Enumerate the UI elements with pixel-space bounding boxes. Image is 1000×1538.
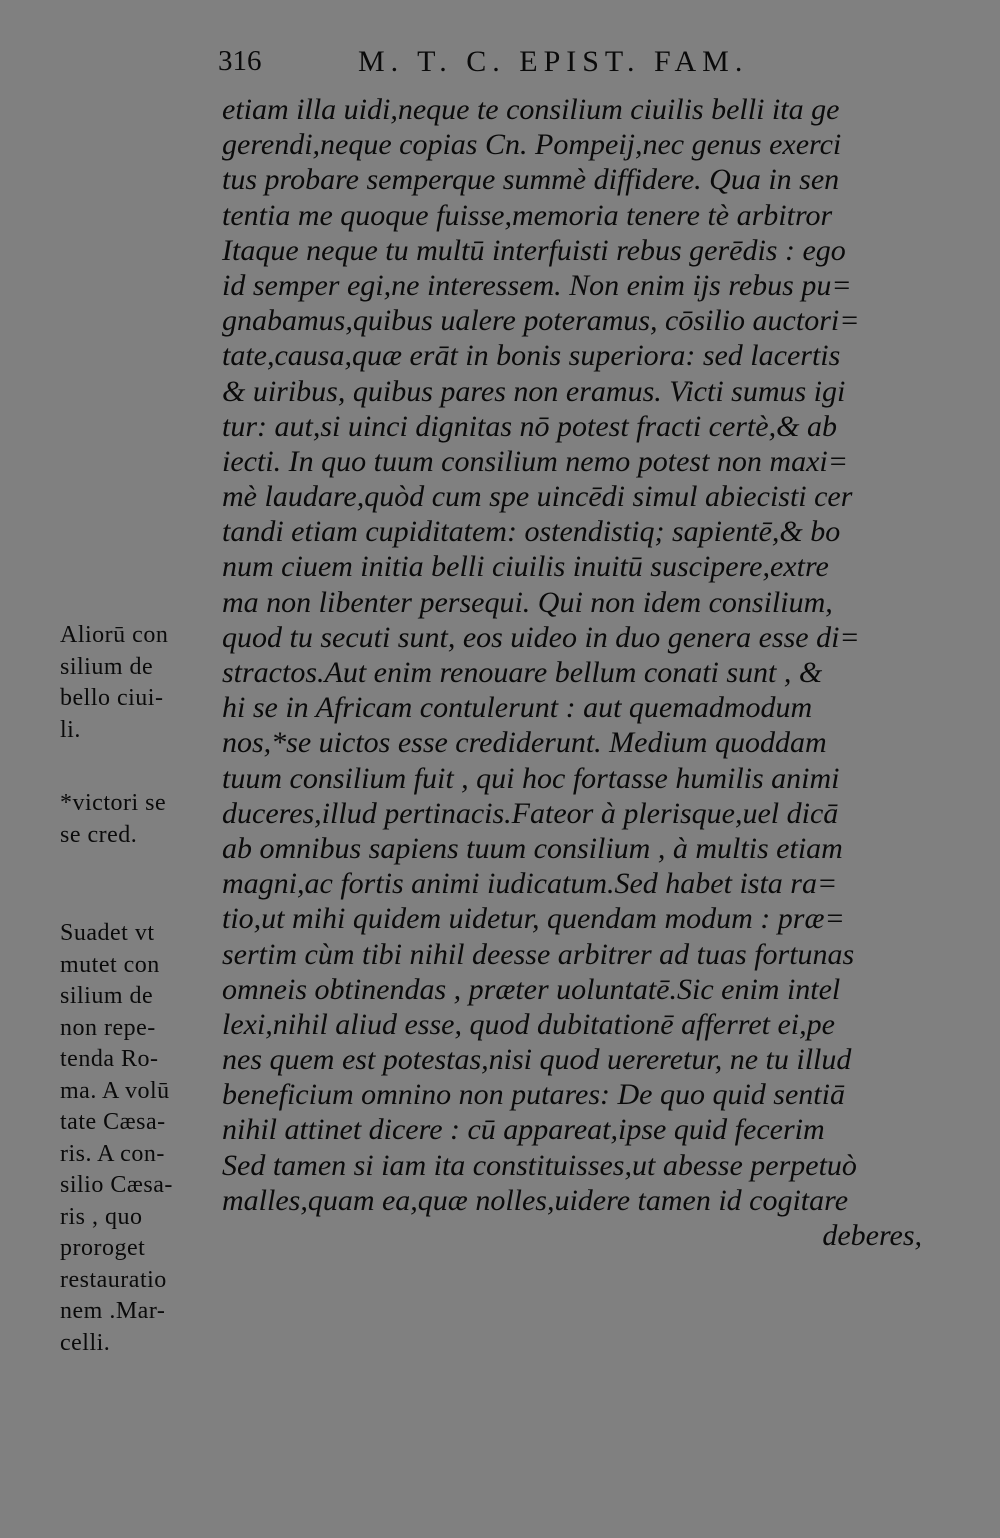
text-line: tur: aut,si uinci dignitas nō potest fracti certè,& ab bbox=[222, 409, 837, 443]
marginal-note-line: ris. A con- bbox=[60, 1140, 165, 1167]
marginal-note bbox=[60, 788, 210, 851]
marginal-note-line: silio Cæsa- bbox=[60, 1172, 173, 1198]
marginal-note-line: nem .Mar- bbox=[60, 1298, 166, 1324]
text-line: lexi,nihil aliud esse, quod dubitationē afferret ei,pe bbox=[222, 1007, 835, 1041]
text-line: stractos.Aut enim renouare bellum conati sunt , & bbox=[222, 656, 823, 689]
marginal-note-line: tenda Ro- bbox=[60, 1046, 159, 1072]
marginal-note-line: silium de bbox=[60, 653, 154, 680]
text-line: Itaque neque tu multū interfuisti rebus gerēdis : ego bbox=[222, 233, 846, 267]
marginal-note-line: Suadet vt bbox=[60, 920, 155, 946]
marginal-note-line: *victori se bbox=[60, 790, 167, 816]
text-line: gerendi,neque copias Cn. Pompeij,nec genus exerci bbox=[222, 128, 842, 162]
text-line: mè laudare,quòd cum spe uincēdi simul abiecisti cer bbox=[222, 480, 853, 514]
marginal-note-line: non repe- bbox=[60, 1014, 156, 1041]
marginal-note bbox=[60, 620, 210, 746]
marginal-note-line: tate Cæsa- bbox=[60, 1109, 166, 1135]
marginal-note-line: li. bbox=[60, 716, 81, 743]
text-line: beneficium omnino non putares: De quo quid sentiā bbox=[222, 1078, 845, 1112]
text-line: etiam illa uidi,neque te consilium ciuilis belli ita ge bbox=[222, 93, 840, 126]
text-line: malles,quam ea,quæ nolles,uidere tamen id cogitare bbox=[222, 1183, 849, 1217]
text-line: & uiribus, quibus pares non eramus. Victi sumus igi bbox=[222, 374, 846, 408]
marginal-note-line: ma. A volū bbox=[60, 1077, 170, 1104]
marginal-note-line: restauratio bbox=[60, 1266, 167, 1293]
marginal-note-line: bello ciui- bbox=[60, 685, 164, 711]
marginal-note-line: mutet con bbox=[60, 951, 160, 978]
text-line: tentia me quoque fuisse,memoria tenere tè arbitror bbox=[222, 198, 833, 232]
text-line: nihil attinet dicere : cū appareat,ipse quid fecerim bbox=[222, 1113, 825, 1147]
text-line: duceres,illud pertinacis.Fateor à plerisque,uel dicā bbox=[222, 796, 839, 830]
marginal-note-line: proroget bbox=[60, 1235, 146, 1261]
text-line: iecti. In quo tuum consilium nemo potest non maxi= bbox=[222, 444, 848, 478]
text-line: tate,causa,quæ erāt in bonis superiora: sed lacertis bbox=[222, 339, 841, 373]
text-line: tuum consilium fuit , qui hoc fortasse humilis animi bbox=[222, 761, 840, 795]
page-number: 316 bbox=[218, 45, 262, 77]
text-line: quod tu secuti sunt, eos uideo in duo genera esse di= bbox=[222, 620, 860, 654]
text-line: Sed tamen si iam ita constituisses,ut abesse perpetuò bbox=[222, 1148, 857, 1182]
page-header bbox=[218, 45, 798, 85]
text-line: num ciuem initia belli ciuilis inuitū suscipere,extre bbox=[222, 550, 829, 584]
catchword: deberes, bbox=[822, 1219, 922, 1252]
marginal-note-line: ris , quo bbox=[60, 1203, 143, 1230]
text-line: sertim cùm tibi nihil deesse arbitrer ad tuas fortunas bbox=[222, 937, 855, 971]
text-line: hi se in Africam contulerunt : aut quemadmodum bbox=[222, 691, 813, 725]
marginal-note-line: silium de bbox=[60, 983, 154, 1009]
text-line: gnabamus,quibus ualere poteramus, cōsilio auctori= bbox=[222, 304, 860, 338]
running-head: M. T. C. EPIST. FAM. bbox=[358, 45, 749, 78]
text-line: id semper egi,ne interessem. Non enim ijs rebus pu= bbox=[222, 268, 852, 302]
main-text-block bbox=[222, 92, 922, 1253]
text-line: magni,ac fortis animi iudicatum.Sed habet ista ra= bbox=[222, 867, 838, 901]
marginal-note-line: se cred. bbox=[60, 821, 138, 848]
marginal-note-line: Aliorū con bbox=[60, 622, 169, 648]
text-line: ab omnibus sapiens tuum consilium , à multis etiam bbox=[222, 831, 843, 865]
text-line: tio,ut mihi quidem uidetur, quendam modum : præ= bbox=[222, 902, 845, 936]
text-line: tus probare semperque summè diffidere. Qua in sen bbox=[222, 163, 840, 197]
text-line: omneis obtinendas , præter uoluntatē.Sic enim intel bbox=[222, 972, 841, 1006]
text-line: nes quem est potestas,nisi quod uereretur, ne tu illud bbox=[222, 1043, 852, 1077]
marginal-note bbox=[60, 918, 210, 1359]
text-line: ma non libenter persequi. Qui non idem consilium, bbox=[222, 585, 833, 619]
text-line: tandi etiam cupiditatem: ostendistiq; sapientē,& bo bbox=[222, 515, 841, 549]
text-line: nos,*se uictos esse crediderunt. Medium quoddam bbox=[222, 726, 827, 760]
marginal-note-line: celli. bbox=[60, 1329, 111, 1356]
